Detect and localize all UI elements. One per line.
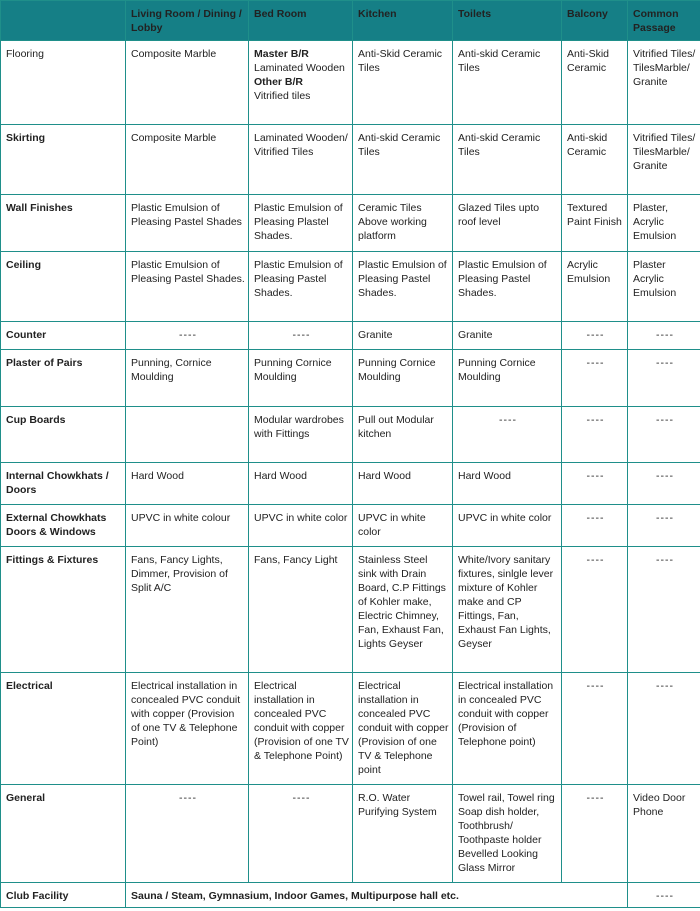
table-row-cupboards bbox=[1, 407, 700, 463]
cell-ceiling-bed: Plastic Emulsion of Pleasing Pastel Shades. bbox=[249, 252, 353, 322]
cell-cupboards-toilets: ---- bbox=[453, 407, 562, 463]
row-label-internal-chowkhats: Internal Chowkhats / Doors bbox=[1, 463, 126, 505]
cell-external-living: UPVC in white colour bbox=[126, 505, 249, 547]
cell-general-kitchen: R.O. Water Purifying System bbox=[353, 785, 453, 883]
row-label-flooring: Flooring bbox=[1, 41, 126, 125]
cell-flooring-living: Composite Marble bbox=[126, 41, 249, 125]
cell-wall-toilets: Glazed Tiles upto roof level bbox=[453, 195, 562, 252]
table-row-general bbox=[1, 785, 700, 883]
bed-master-value: Laminated Wooden bbox=[254, 62, 345, 74]
cell-plaster-living: Punning, Cornice Moulding bbox=[126, 350, 249, 407]
cell-fittings-passage: ---- bbox=[628, 547, 700, 673]
row-label-cupboards: Cup Boards bbox=[1, 407, 126, 463]
cell-internal-living: Hard Wood bbox=[126, 463, 249, 505]
cell-ceiling-balcony: Acrylic Emulsion bbox=[562, 252, 628, 322]
cell-plaster-passage: ---- bbox=[628, 350, 700, 407]
cell-counter-bed: ---- bbox=[249, 322, 353, 350]
cell-flooring-bed bbox=[249, 41, 353, 125]
cell-flooring-passage: Vitrified Tiles/ TilesMarble/ Granite bbox=[628, 41, 700, 125]
cell-internal-balcony: ---- bbox=[562, 463, 628, 505]
cell-electrical-toilets: Electrical installation in concealed PVC conduit with copper (Provision of Telephone point) bbox=[453, 673, 562, 785]
table-row-electrical bbox=[1, 673, 700, 785]
cell-counter-toilets: Granite bbox=[453, 322, 562, 350]
cell-wall-balcony: Textured Paint Finish bbox=[562, 195, 628, 252]
header-bed-room: Bed Room bbox=[249, 1, 353, 41]
cell-internal-bed: Hard Wood bbox=[249, 463, 353, 505]
bed-other-label: Other B/R bbox=[254, 76, 304, 88]
cell-fittings-kitchen: Stainless Steel sink with Drain Board, C.P Fittings of Kohler make, Electric Chimney, Fan, Exhaust Fan, Lights Geyser bbox=[353, 547, 453, 673]
bed-other-value: Vitrified tiles bbox=[254, 90, 311, 102]
header-balcony: Balcony bbox=[562, 1, 628, 41]
table-row-plaster bbox=[1, 350, 700, 407]
header-kitchen: Kitchen bbox=[353, 1, 453, 41]
table-row-counter bbox=[1, 322, 700, 350]
cell-general-passage: Video Door Phone bbox=[628, 785, 700, 883]
cell-plaster-balcony: ---- bbox=[562, 350, 628, 407]
cell-general-toilets: Towel rail, Towel ring Soap dish holder, Toothbrush/ Toothpaste holder Bevelled Looking Glass Mirror bbox=[453, 785, 562, 883]
cell-external-toilets: UPVC in white color bbox=[453, 505, 562, 547]
cell-general-balcony: ---- bbox=[562, 785, 628, 883]
cell-counter-kitchen: Granite bbox=[353, 322, 453, 350]
table-row-internal-chowkhats bbox=[1, 463, 700, 505]
cell-wall-passage: Plaster, Acrylic Emulsion bbox=[628, 195, 700, 252]
cell-cupboards-balcony: ---- bbox=[562, 407, 628, 463]
table-row-club bbox=[1, 883, 700, 908]
cell-wall-living: Plastic Emulsion of Pleasing Pastel Shades bbox=[126, 195, 249, 252]
cell-electrical-passage: ---- bbox=[628, 673, 700, 785]
cell-fittings-toilets: White/Ivory sanitary fixtures, sinlgle lever mixture of Kohler make and CP Fittings, Fan, Exhaust Fan Lights, Geyser bbox=[453, 547, 562, 673]
row-label-counter: Counter bbox=[1, 322, 126, 350]
table-row-flooring bbox=[1, 41, 700, 125]
cell-counter-living: ---- bbox=[126, 322, 249, 350]
cell-counter-passage: ---- bbox=[628, 322, 700, 350]
cell-wall-kitchen: Ceramic Tiles Above working platform bbox=[353, 195, 453, 252]
table-row-wall-finishes bbox=[1, 195, 700, 252]
cell-skirting-balcony: Anti-skid Ceramic bbox=[562, 125, 628, 195]
cell-external-passage: ---- bbox=[628, 505, 700, 547]
header-row bbox=[1, 1, 700, 41]
cell-flooring-balcony: Anti-Skid Ceramic bbox=[562, 41, 628, 125]
cell-cupboards-living bbox=[126, 407, 249, 463]
cell-general-bed: ---- bbox=[249, 785, 353, 883]
cell-general-living: ---- bbox=[126, 785, 249, 883]
cell-skirting-toilets: Anti-skid Ceramic Tiles bbox=[453, 125, 562, 195]
cell-electrical-balcony: ---- bbox=[562, 673, 628, 785]
table-row-external-chowkhats bbox=[1, 505, 700, 547]
cell-ceiling-living: Plastic Emulsion of Pleasing Pastel Shades. bbox=[126, 252, 249, 322]
cell-cupboards-passage: ---- bbox=[628, 407, 700, 463]
bed-master-label: Master B/R bbox=[254, 48, 309, 60]
cell-fittings-living: Fans, Fancy Lights, Dimmer, Provision of Split A/C bbox=[126, 547, 249, 673]
cell-external-balcony: ---- bbox=[562, 505, 628, 547]
cell-internal-toilets: Hard Wood bbox=[453, 463, 562, 505]
row-label-plaster: Plaster of Pairs bbox=[1, 350, 126, 407]
table-row-skirting bbox=[1, 125, 700, 195]
cell-plaster-bed: Punning Cornice Moulding bbox=[249, 350, 353, 407]
row-label-skirting: Skirting bbox=[1, 125, 126, 195]
cell-fittings-balcony: ---- bbox=[562, 547, 628, 673]
cell-plaster-kitchen: Punning Cornice Moulding bbox=[353, 350, 453, 407]
cell-cupboards-bed: Modular wardrobes with Fittings bbox=[249, 407, 353, 463]
cell-internal-passage: ---- bbox=[628, 463, 700, 505]
cell-club-value: Sauna / Steam, Gymnasium, Indoor Games, Multipurpose hall etc. bbox=[126, 883, 628, 908]
cell-electrical-living: Electrical installation in concealed PVC conduit with copper (Provision of one TV & Telephone Point) bbox=[126, 673, 249, 785]
row-label-general: General bbox=[1, 785, 126, 883]
row-label-ceiling: Ceiling bbox=[1, 252, 126, 322]
cell-counter-balcony: ---- bbox=[562, 322, 628, 350]
cell-ceiling-kitchen: Plastic Emulsion of Pleasing Pastel Shades. bbox=[353, 252, 453, 322]
cell-wall-bed: Plastic Emulsion of Pleasing Plastel Shades. bbox=[249, 195, 353, 252]
row-label-wall-finishes: Wall Finishes bbox=[1, 195, 126, 252]
cell-plaster-toilets: Punning Cornice Moulding bbox=[453, 350, 562, 407]
cell-skirting-living: Composite Marble bbox=[126, 125, 249, 195]
cell-external-bed: UPVC in white color bbox=[249, 505, 353, 547]
cell-skirting-kitchen: Anti-skid Ceramic Tiles bbox=[353, 125, 453, 195]
cell-ceiling-toilets: Plastic Emulsion of Pleasing Pastel Shades. bbox=[453, 252, 562, 322]
row-label-fittings: Fittings & Fixtures bbox=[1, 547, 126, 673]
cell-flooring-toilets: Anti-skid Ceramic Tiles bbox=[453, 41, 562, 125]
cell-fittings-bed: Fans, Fancy Light bbox=[249, 547, 353, 673]
cell-club-passage: ---- bbox=[628, 883, 700, 908]
cell-cupboards-kitchen: Pull out Modular kitchen bbox=[353, 407, 453, 463]
row-label-electrical: Electrical bbox=[1, 673, 126, 785]
cell-skirting-bed: Laminated Wooden/ Vitrified Tiles bbox=[249, 125, 353, 195]
cell-electrical-bed: Electrical installation in concealed PVC conduit with copper (Provision of one TV & Telephone Point) bbox=[249, 673, 353, 785]
table-row-fittings bbox=[1, 547, 700, 673]
header-corner bbox=[1, 1, 126, 41]
row-label-external-chowkhats: External Chowkhats Doors & Windows bbox=[1, 505, 126, 547]
table-row-ceiling bbox=[1, 252, 700, 322]
cell-electrical-kitchen: Electrical installation in concealed PVC conduit with copper (Provision of one TV & Telephone point bbox=[353, 673, 453, 785]
cell-ceiling-passage: Plaster Acrylic Emulsion bbox=[628, 252, 700, 322]
header-common-passage: Common Passage bbox=[628, 1, 700, 41]
cell-external-kitchen: UPVC in white color bbox=[353, 505, 453, 547]
cell-skirting-passage: Vitrified Tiles/ TilesMarble/ Granite bbox=[628, 125, 700, 195]
header-living-room: Living Room / Dining / Lobby bbox=[126, 1, 249, 41]
cell-flooring-kitchen: Anti-Skid Ceramic Tiles bbox=[353, 41, 453, 125]
header-toilets: Toilets bbox=[453, 1, 562, 41]
row-label-club: Club Facility bbox=[1, 883, 126, 908]
cell-internal-kitchen: Hard Wood bbox=[353, 463, 453, 505]
